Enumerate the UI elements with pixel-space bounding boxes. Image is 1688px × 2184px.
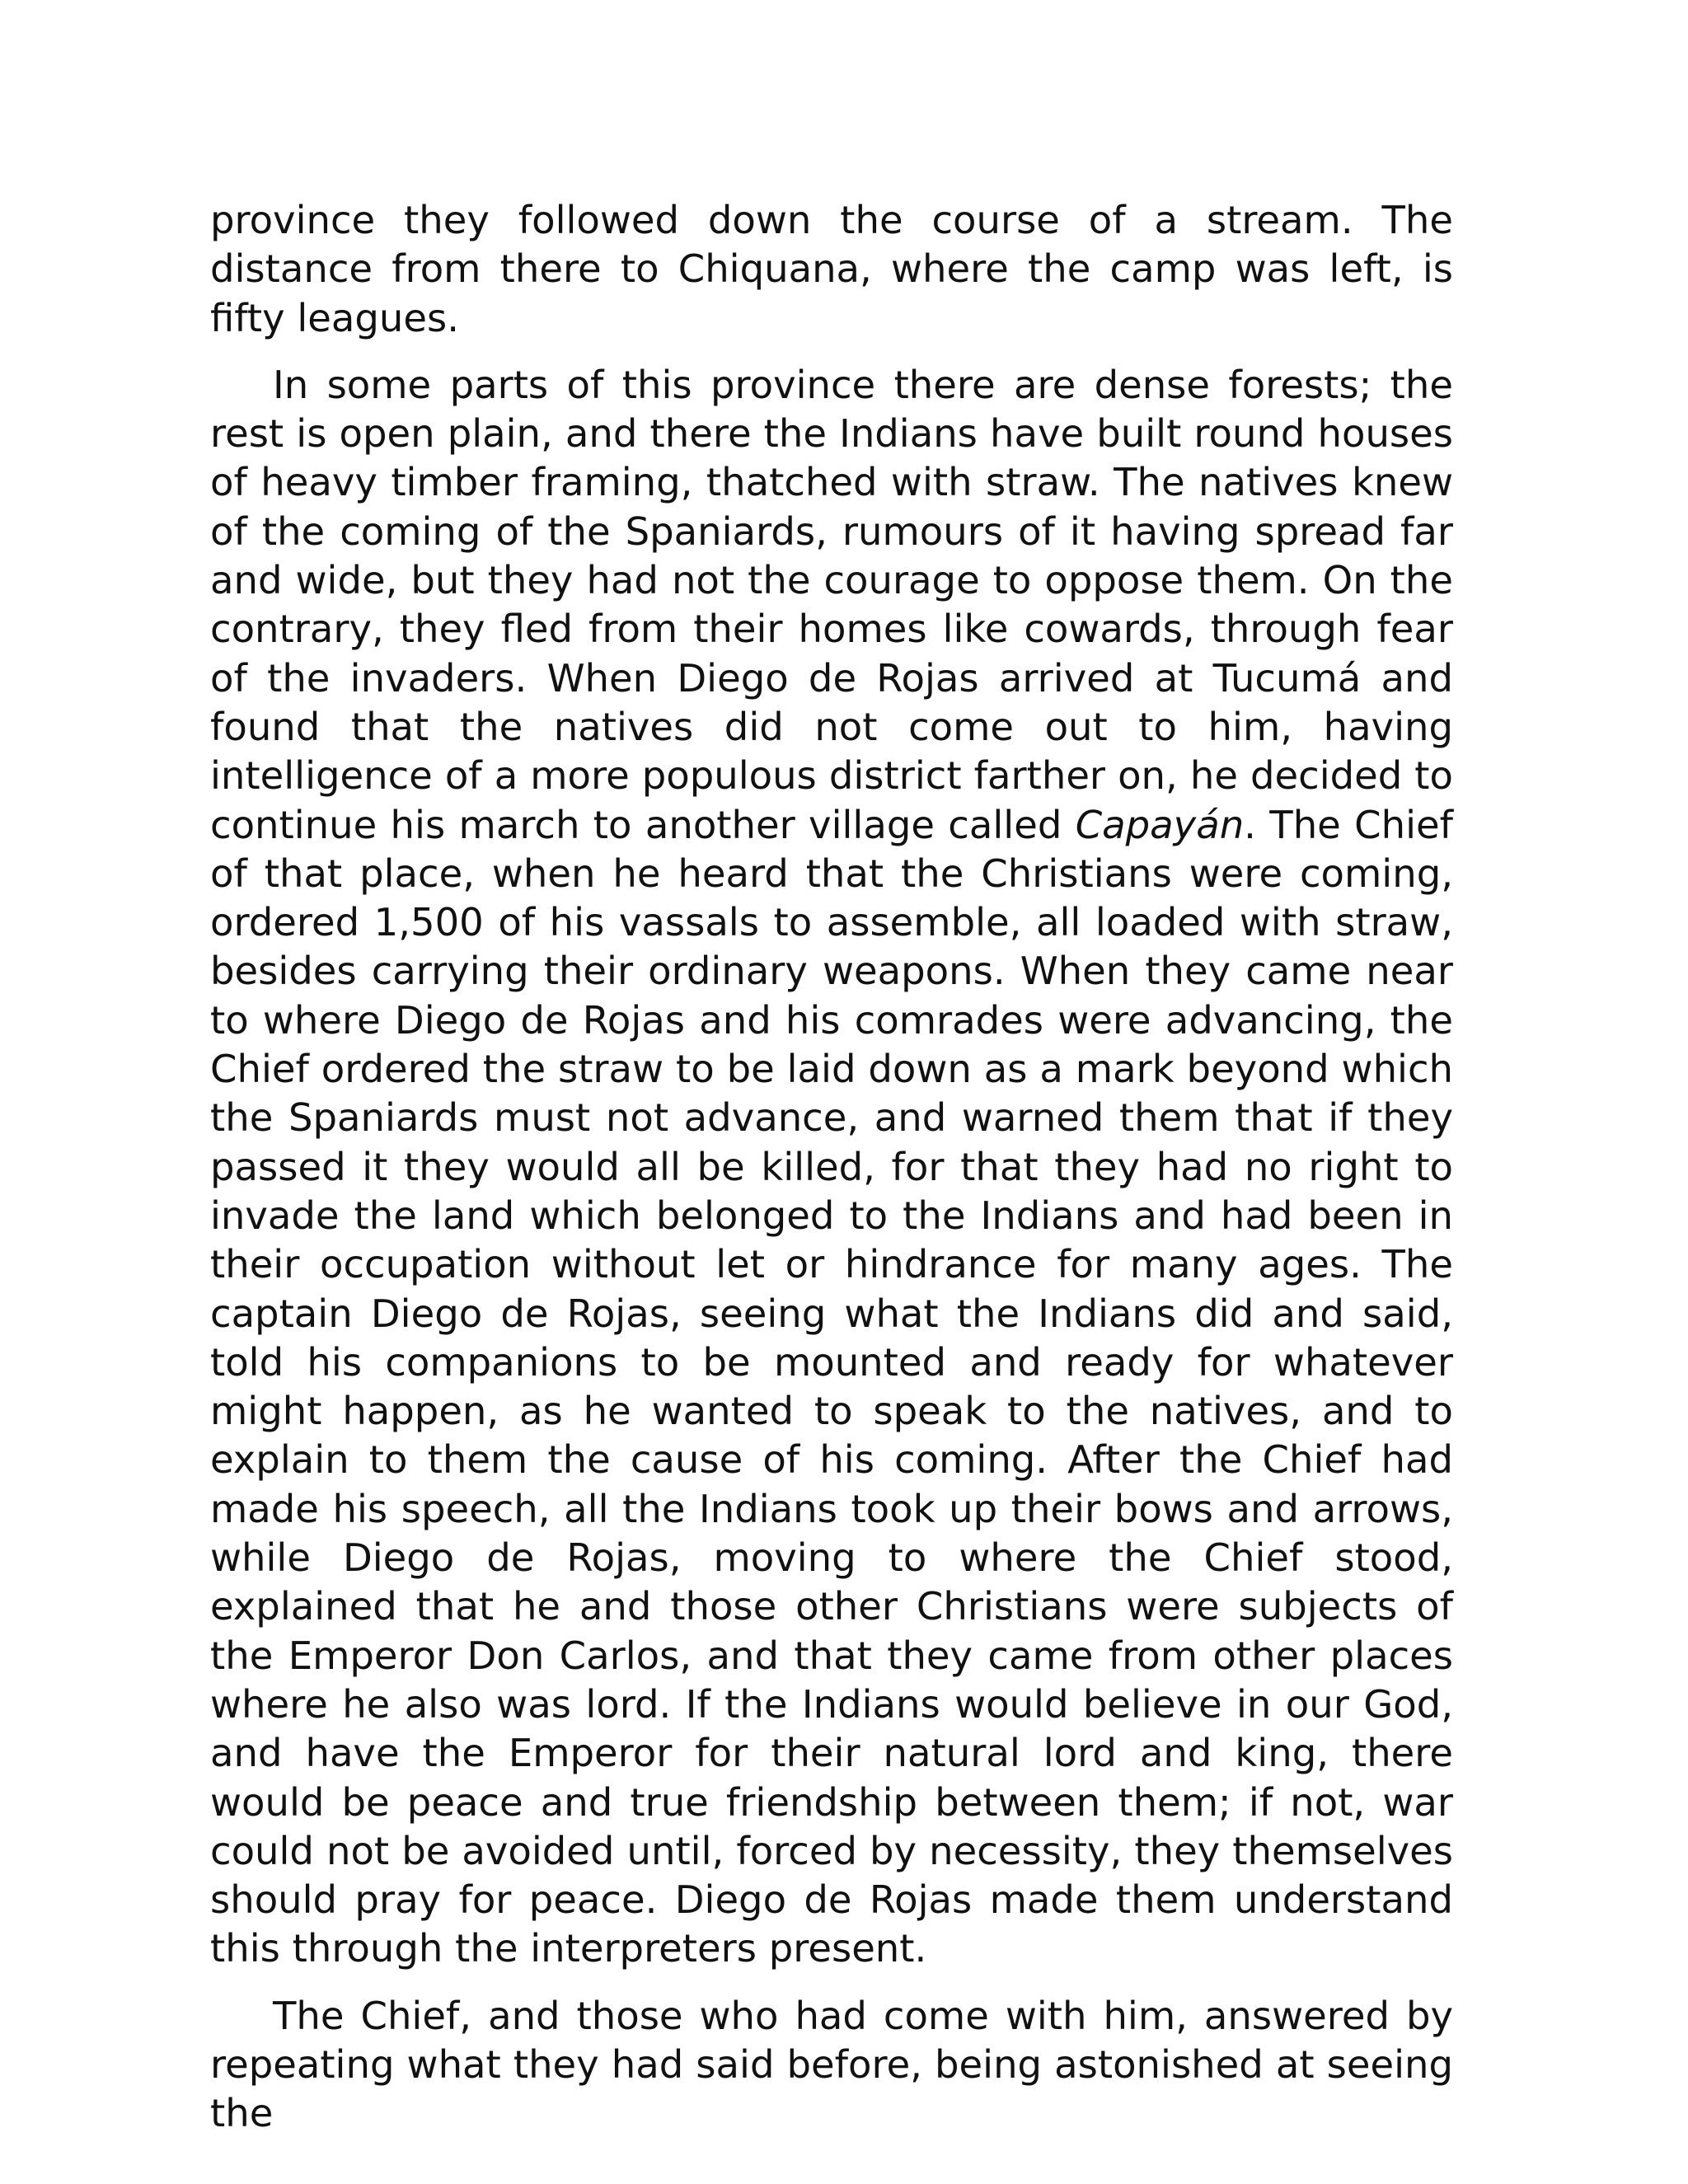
paragraph-2-part-2: . The Chief of that place, when he heard that the Christians were coming, ordered 1,500 of his vassals to assemble, all loaded with straw, besides carrying their ordinary weapons. When they came near to where Diego de Rojas and his comrades were advancing, the Chief ordered the straw to be laid down as a mark beyond which the Spaniards must not advance, and warned them that if they passed it they would all be killed, for that they had no right to invade the land which belonged to the Indians and had been in their occupation without let or hindrance for many ages. The captain Diego de Rojas, seeing what the Indians did and said, told his companions to be mounted and ready for whatever might happen, as he wanted to speak to the natives, and to explain to them the cause of his coming. After the Chief had made his speech, all the Indians took up their bows and arrows, while Diego de Rojas, moving to where the Chief stood, explained that he and those other Christians were subjects of the Emperor Don Carlos, and that they came from other places where he also was lord. If the Indians would believe in our God, and have the Emperor for their natural lord and king, there would be peace and true friendship between them; if not, war could not be avoided until, forced by necessity, they themselves should pray for peace. Diego de Rojas made them understand this through the interpreters present.: [210, 802, 1453, 1971]
paragraph-2: [210, 361, 1453, 1974]
paragraph-3: The Chief, and those who had come with him, answered by repeating what they had said before, being astonished at seeing the: [210, 1993, 1453, 2136]
paragraph-2-part-1: In some parts of this province there are dense forests; the rest is open plain, and there the Indians have built round houses of heavy timber framing, thatched with straw. The natives knew of the coming of the Spaniards, rumours of it having spread far and wide, but they had not the courage to oppose them. On the contrary, they fled from their homes like cowards, through fear of the invaders. When Diego de Rojas arrived at Tucumá and found that the natives did not come out to him, having intelligence of a more populous district farther on, he decided to continue his march to another village called: [210, 362, 1453, 847]
page-body: [210, 196, 1453, 2139]
place-name-italic: Capayán: [1075, 802, 1245, 847]
paragraph-1: province they followed down the course of a stream. The distance from there to Chiquana, where the camp was left, is fifty leagues.: [210, 198, 1453, 340]
